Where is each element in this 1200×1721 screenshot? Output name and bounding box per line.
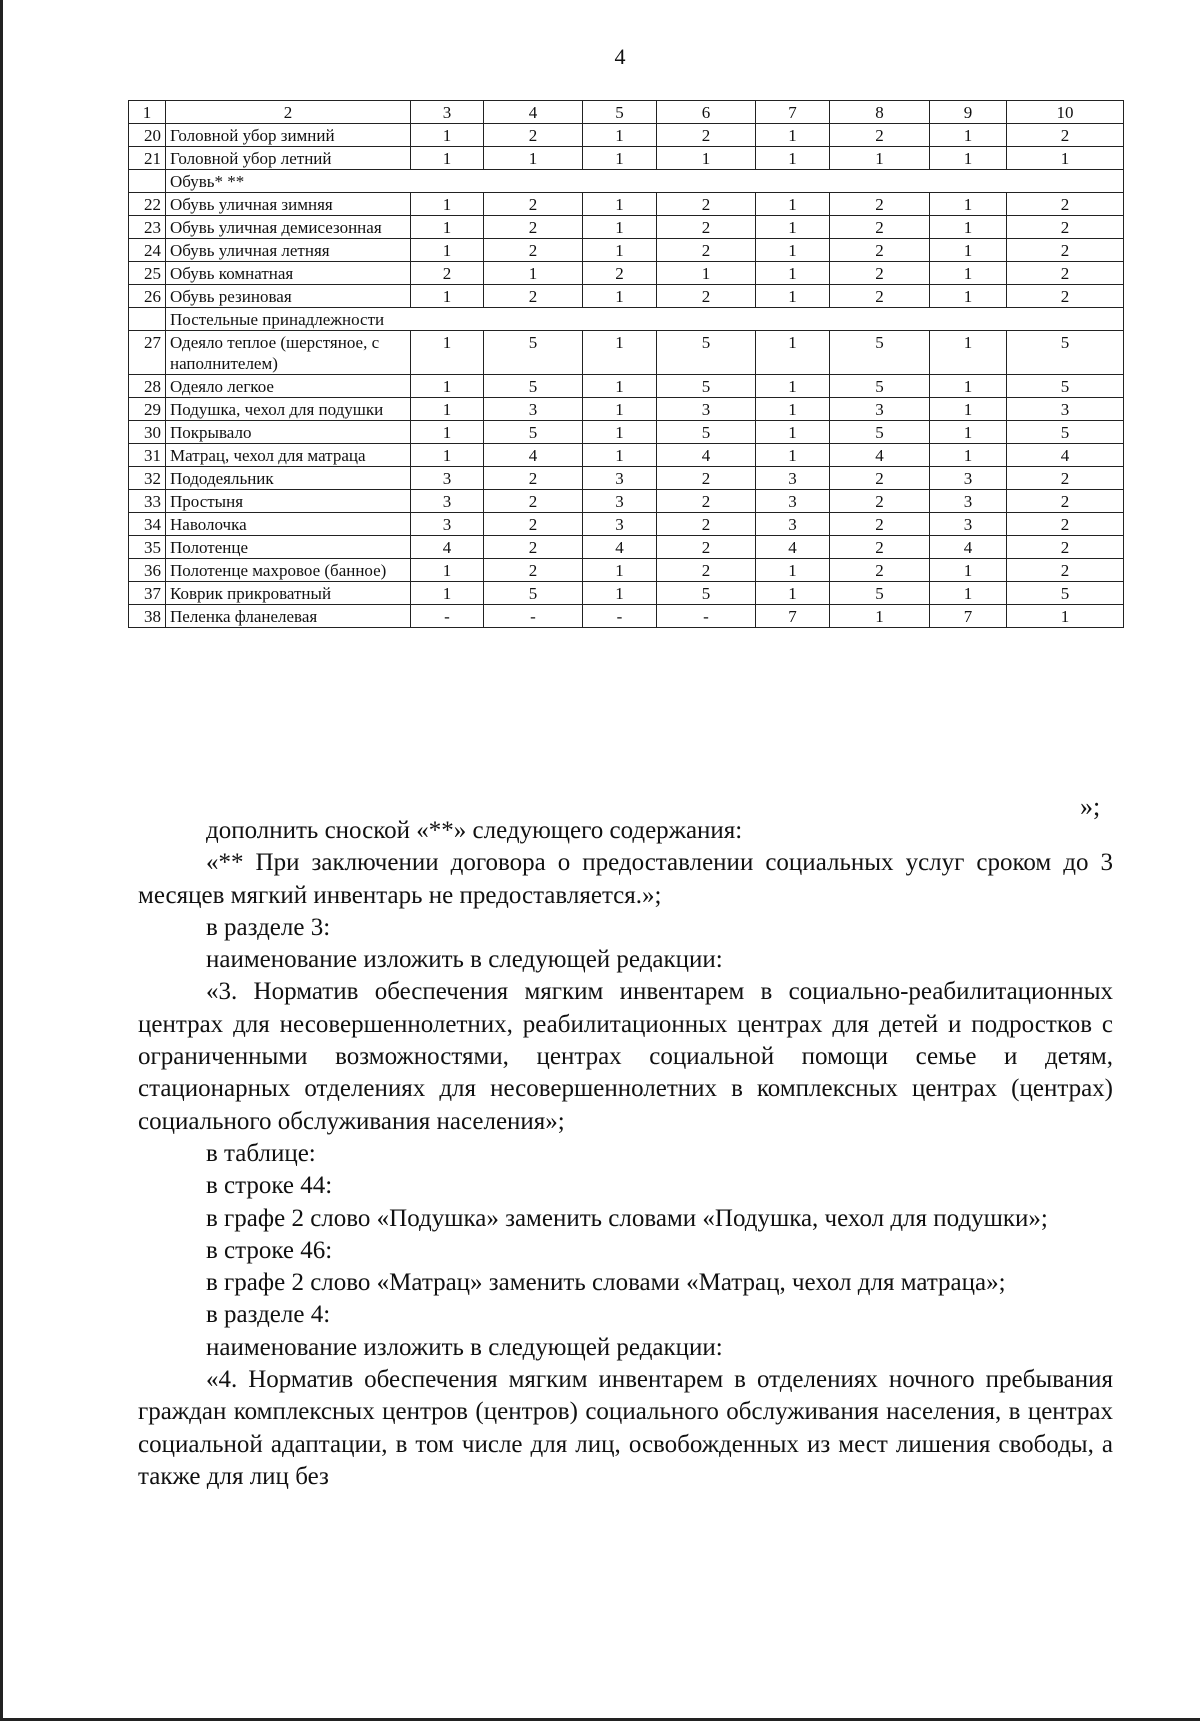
value-cell: 2 [830,193,930,216]
value-cell: 5 [484,421,583,444]
value-cell: 1 [411,444,484,467]
item-name: Покрывало [166,421,411,444]
value-cell: 5 [484,375,583,398]
paragraph: в строке 46: [206,1236,333,1264]
value-cell: 5 [484,331,583,375]
value-cell: 2 [484,124,583,147]
table-row [129,490,1124,513]
value-cell: 2 [830,124,930,147]
row-number: 34 [129,513,166,536]
value-cell: 5 [657,582,756,605]
table-row [129,444,1124,467]
paragraph: в разделе 3: [206,913,331,941]
value-cell: 4 [411,536,484,559]
value-cell: 1 [484,262,583,285]
value-cell: 2 [830,216,930,239]
value-cell: 1 [583,193,657,216]
value-cell: 1 [583,124,657,147]
value-cell: 1 [484,147,583,170]
table-row [129,193,1124,216]
item-name: Обувь резиновая [166,285,411,308]
row-number: 20 [129,124,166,147]
value-cell: 1 [930,444,1007,467]
value-cell: 4 [484,444,583,467]
value-cell: 1 [411,375,484,398]
value-cell: 5 [830,421,930,444]
value-cell: 1 [756,285,830,308]
value-cell: 2 [657,513,756,536]
item-name: Обувь уличная демисезонная [166,216,411,239]
value-cell: 4 [930,536,1007,559]
value-cell: 2 [657,490,756,513]
value-cell: 1 [583,582,657,605]
value-cell: 2 [830,536,930,559]
value-cell: 2 [1007,490,1124,513]
value-cell: 5 [1007,375,1124,398]
value-cell: 2 [657,239,756,262]
table-row [129,375,1124,398]
header-cell: 4 [484,101,583,124]
table-row [129,467,1124,490]
header-cell: 7 [756,101,830,124]
table-row [129,513,1124,536]
row-number: 33 [129,490,166,513]
section-title: Обувь* ** [166,170,1124,193]
row-number: 26 [129,285,166,308]
inventory-table [128,100,1124,628]
item-name: Подушка, чехол для подушки [166,398,411,421]
item-name: Обувь уличная летняя [166,239,411,262]
value-cell: 2 [484,285,583,308]
value-cell: 2 [1007,513,1124,536]
value-cell: 1 [930,124,1007,147]
value-cell: 1 [411,582,484,605]
value-cell: 5 [1007,582,1124,605]
item-name: Обувь уличная зимняя [166,193,411,216]
value-cell: 1 [411,331,484,375]
table-row [129,605,1124,628]
header-cell: 1 [129,101,166,124]
value-cell: 2 [657,285,756,308]
table-row [129,147,1124,170]
value-cell: 3 [830,398,930,421]
value-cell: 4 [657,444,756,467]
header-cell: 6 [657,101,756,124]
paragraph: «** При заключении договора о предоставлении социальных услуг сроком до 3 месяцев мягкий инвентарь не предоставляется.»; [138,849,1113,909]
value-cell: 2 [830,467,930,490]
table-row [129,536,1124,559]
table-body [129,124,1124,628]
value-cell: 2 [1007,216,1124,239]
value-cell: 1 [756,375,830,398]
header-cell: 8 [830,101,930,124]
value-cell: 1 [1007,147,1124,170]
paragraph: «4. Норматив обеспечения мягким инвентарем в отделениях ночного пребывания граждан комплексных центров (центров) социального обслуживания населения, в центрах социальной адаптации, в том числе для лиц, освобожденных из мест лишения свободы, а также для лиц без [138,1366,1113,1490]
value-cell: 1 [583,444,657,467]
value-cell: 5 [657,421,756,444]
value-cell: 1 [756,216,830,239]
value-cell: 2 [411,262,484,285]
empty-cell [129,308,166,331]
value-cell: 4 [1007,444,1124,467]
value-cell: 1 [930,559,1007,582]
value-cell: 1 [930,147,1007,170]
row-number: 24 [129,239,166,262]
value-cell: 1 [830,147,930,170]
value-cell: 1 [756,331,830,375]
value-cell: 3 [756,467,830,490]
table-row [129,239,1124,262]
value-cell: 5 [830,582,930,605]
value-cell: 2 [484,490,583,513]
value-cell: 3 [756,490,830,513]
quote-close: »; [1080,792,1101,821]
row-number: 22 [129,193,166,216]
value-cell: 1 [756,582,830,605]
value-cell: 5 [830,331,930,375]
item-name: Пеленка фланелевая [166,605,411,628]
item-name: Головной убор зимний [166,124,411,147]
value-cell: 1 [583,285,657,308]
value-cell: 2 [484,239,583,262]
value-cell: 3 [484,398,583,421]
value-cell: 2 [583,262,657,285]
value-cell: 1 [411,285,484,308]
item-name: Одеяло легкое [166,375,411,398]
row-number: 25 [129,262,166,285]
header-cell: 3 [411,101,484,124]
value-cell: 2 [657,216,756,239]
value-cell: 1 [583,147,657,170]
value-cell: 3 [930,467,1007,490]
value-cell: 1 [756,124,830,147]
value-cell: 1 [756,262,830,285]
item-name: Обувь комнатная [166,262,411,285]
value-cell: 1 [830,605,930,628]
value-cell: 2 [657,124,756,147]
value-cell: 1 [756,398,830,421]
section-title: Постельные принадлежности [166,308,1124,331]
header-cell: 5 [583,101,657,124]
value-cell: 1 [411,124,484,147]
value-cell: 1 [411,559,484,582]
value-cell: 7 [930,605,1007,628]
value-cell: 2 [657,559,756,582]
table-row [129,582,1124,605]
value-cell: 1 [583,331,657,375]
value-cell: 1 [411,216,484,239]
item-name: Коврик прикроватный [166,582,411,605]
value-cell: 1 [411,193,484,216]
value-cell: 7 [756,605,830,628]
item-name: Простыня [166,490,411,513]
paragraph: в таблице: [206,1139,316,1167]
paragraph: в графе 2 слово «Матрац» заменить словами «Матрац, чехол для матраца»; [206,1269,1006,1297]
table-row [129,285,1124,308]
paragraph: наименование изложить в следующей редакции: [206,1333,723,1361]
value-cell: 5 [1007,421,1124,444]
row-number: 29 [129,398,166,421]
value-cell: 3 [411,513,484,536]
value-cell: 1 [583,398,657,421]
value-cell: 2 [484,513,583,536]
item-name: Пододеяльник [166,467,411,490]
value-cell: 1 [583,559,657,582]
value-cell: 3 [756,513,830,536]
value-cell: 1 [411,147,484,170]
table-header-row [129,101,1124,124]
empty-cell [129,170,166,193]
paragraph: в графе 2 слово «Подушка» заменить словами «Подушка, чехол для подушки»; [206,1204,1048,1232]
paragraph: в разделе 4: [206,1301,331,1329]
value-cell: 1 [930,239,1007,262]
value-cell: - [484,605,583,628]
value-cell: 1 [930,375,1007,398]
value-cell: 1 [411,421,484,444]
table-row [129,124,1124,147]
value-cell: 1 [930,285,1007,308]
value-cell: 1 [930,582,1007,605]
value-cell: 1 [583,216,657,239]
row-number: 38 [129,605,166,628]
value-cell: 1 [657,147,756,170]
value-cell: 3 [930,513,1007,536]
row-number: 37 [129,582,166,605]
value-cell: 1 [411,239,484,262]
paragraph: дополнить сноской «**» следующего содержания: [206,817,743,844]
table-row [129,331,1124,375]
value-cell: 4 [830,444,930,467]
item-name: Головной убор летний [166,147,411,170]
value-cell: 2 [830,490,930,513]
item-name: Полотенце махровое (банное) [166,559,411,582]
value-cell: 3 [657,398,756,421]
value-cell: 2 [830,285,930,308]
value-cell: 2 [1007,536,1124,559]
header-cell: 10 [1007,101,1124,124]
value-cell: 3 [930,490,1007,513]
value-cell: - [411,605,484,628]
value-cell: 1 [756,147,830,170]
value-cell: 5 [657,331,756,375]
value-cell: 3 [583,467,657,490]
value-cell: 1 [930,331,1007,375]
value-cell: 3 [583,513,657,536]
value-cell: 1 [657,262,756,285]
paragraph: «3. Норматив обеспечения мягким инвентарем в социально-реабилитационных центрах для несовершеннолетних, реабилитационных центрах для детей и подростков с ограниченными возможностями, центрах социальной помощи семье и детям, стационарных отделениях для несовершеннолетних в комплексных центрах (центрах) социального обслуживания населения»; [138,978,1113,1135]
value-cell: 2 [1007,285,1124,308]
value-cell: 1 [930,398,1007,421]
value-cell: 2 [830,513,930,536]
row-number: 28 [129,375,166,398]
item-name: Одеяло теплое (шерстяное, с наполнителем) [166,331,411,375]
value-cell: 2 [484,559,583,582]
value-cell: 5 [484,582,583,605]
value-cell: 1 [756,193,830,216]
value-cell: 2 [1007,193,1124,216]
value-cell: - [583,605,657,628]
scan-left-edge [0,0,3,1721]
value-cell: 1 [411,398,484,421]
value-cell: 3 [1007,398,1124,421]
table-row [129,262,1124,285]
value-cell: 5 [1007,331,1124,375]
value-cell: 1 [583,421,657,444]
value-cell: 1 [930,193,1007,216]
section-row [129,308,1124,331]
value-cell: 1 [930,262,1007,285]
value-cell: 2 [657,467,756,490]
header-cell: 2 [166,101,411,124]
value-cell: 2 [1007,239,1124,262]
paragraph: в строке 44: [206,1172,333,1200]
value-cell: 1 [930,421,1007,444]
value-cell: 4 [583,536,657,559]
value-cell: 2 [484,536,583,559]
row-number: 21 [129,147,166,170]
value-cell: 1 [756,444,830,467]
value-cell: 3 [411,490,484,513]
value-cell: - [657,605,756,628]
value-cell: 2 [484,193,583,216]
value-cell: 1 [930,216,1007,239]
row-number: 36 [129,559,166,582]
section-row [129,170,1124,193]
item-name: Матрац, чехол для матраца [166,444,411,467]
value-cell: 1 [583,375,657,398]
row-number: 30 [129,421,166,444]
table-row [129,421,1124,444]
value-cell: 2 [1007,124,1124,147]
value-cell: 2 [1007,467,1124,490]
row-number: 23 [129,216,166,239]
item-name: Наволочка [166,513,411,536]
value-cell: 2 [830,559,930,582]
value-cell: 4 [756,536,830,559]
value-cell: 2 [484,216,583,239]
value-cell: 2 [1007,262,1124,285]
value-cell: 5 [657,375,756,398]
row-number: 32 [129,467,166,490]
value-cell: 2 [830,239,930,262]
value-cell: 3 [411,467,484,490]
page-number: 4 [614,44,626,69]
paragraph: наименование изложить в следующей редакции: [206,946,723,974]
table-row [129,216,1124,239]
table-row [129,398,1124,421]
value-cell: 2 [1007,559,1124,582]
header-cell: 9 [930,101,1007,124]
value-cell: 1 [583,239,657,262]
value-cell: 5 [830,375,930,398]
row-number: 31 [129,444,166,467]
body-text [138,815,1113,1493]
value-cell: 2 [657,536,756,559]
value-cell: 3 [583,490,657,513]
value-cell: 2 [830,262,930,285]
value-cell: 2 [657,193,756,216]
row-number: 35 [129,536,166,559]
value-cell: 2 [484,467,583,490]
value-cell: 1 [756,239,830,262]
item-name: Полотенце [166,536,411,559]
value-cell: 1 [1007,605,1124,628]
value-cell: 1 [756,421,830,444]
row-number: 27 [129,331,166,375]
value-cell: 1 [756,559,830,582]
table-row [129,559,1124,582]
